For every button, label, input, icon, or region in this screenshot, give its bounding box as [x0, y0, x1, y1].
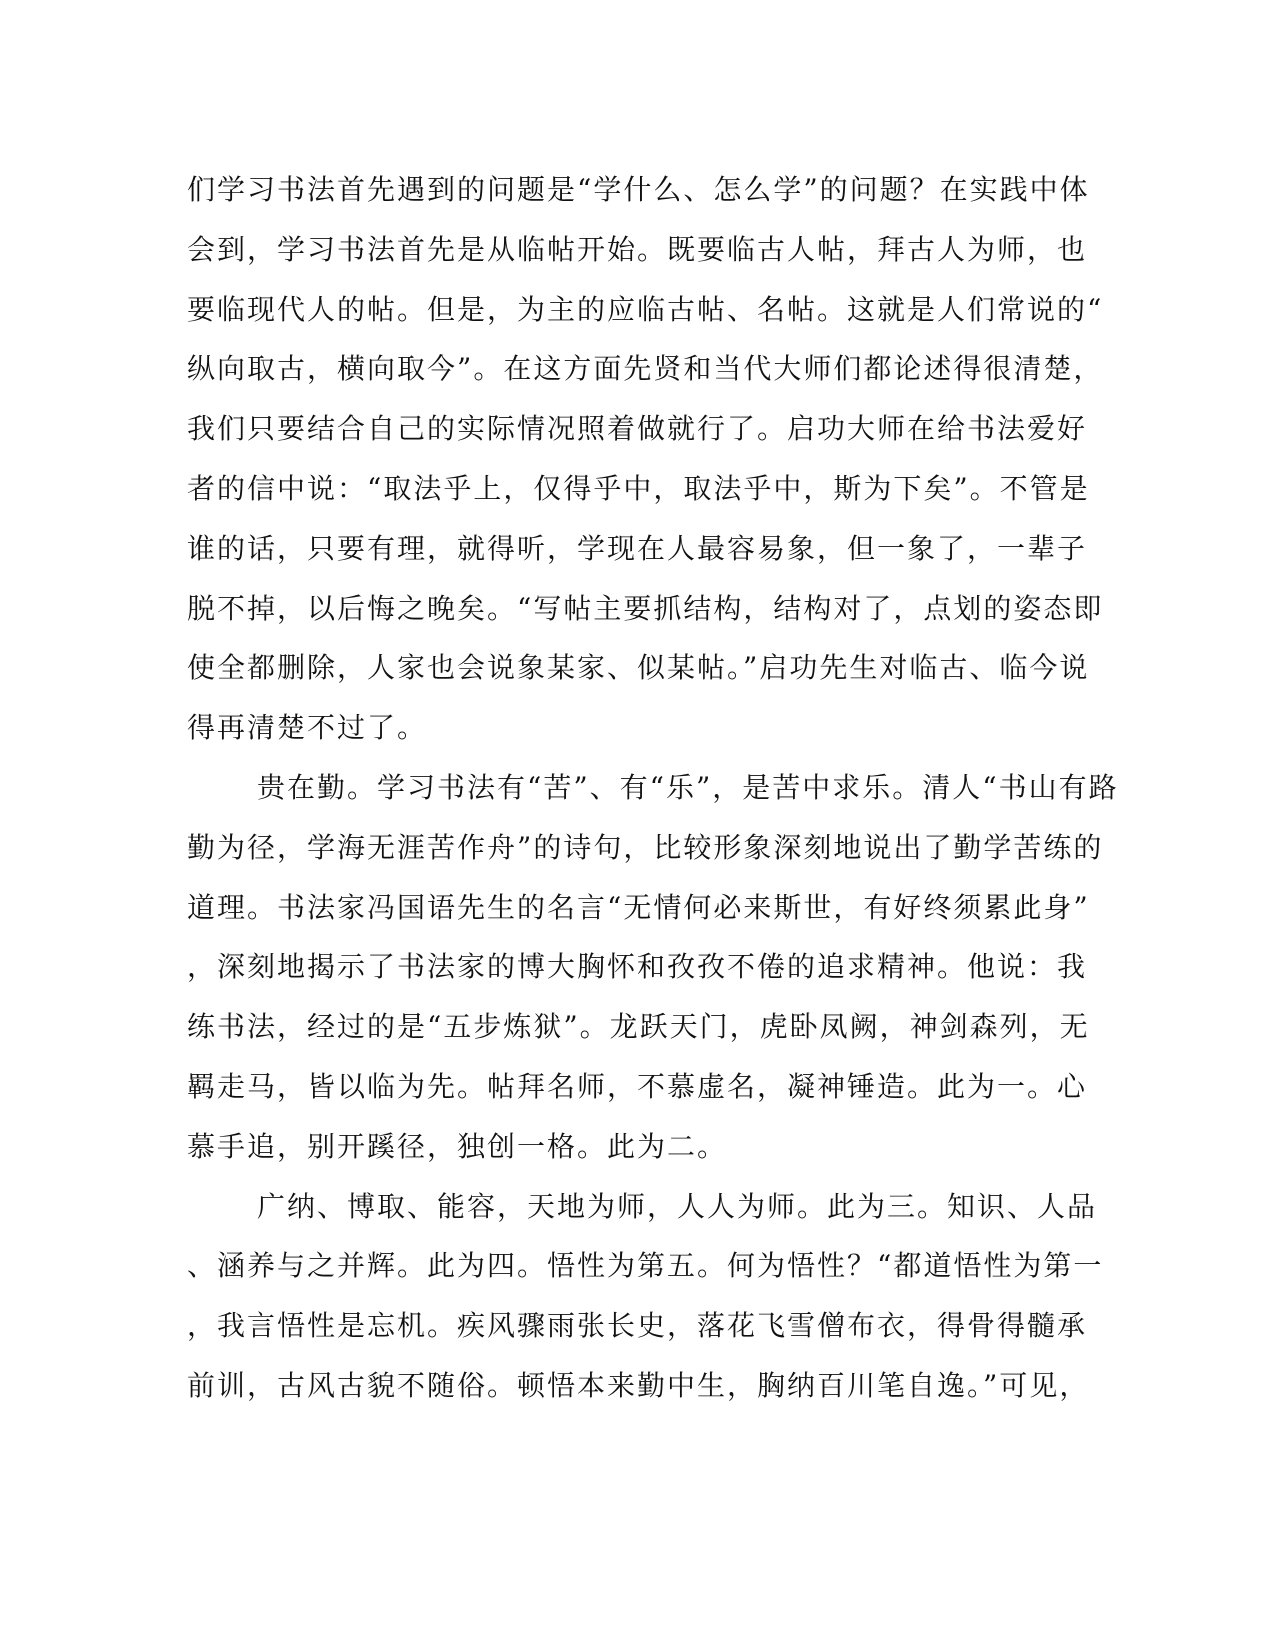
text-line: 脱不掉，以后悔之晚矣。“写帖主要抓结构，结构对了，点划的姿态即 — [187, 591, 1104, 625]
text-line: 练书法，经过的是“五步炼狱”。龙跃天门，虎卧凤阙，神剑森列，无 — [187, 1010, 1090, 1044]
text-line: 、涵养与之并辉。此为四。悟性为第五。何为悟性？“都道悟性为第一 — [187, 1249, 1104, 1283]
text-line: 慕手追，别开蹊径，独创一格。此为二。 — [187, 1129, 728, 1163]
paragraph-start-line: 贵在勤。学习书法有“苦”、有“乐”，是苦中求乐。清人“书山有路 — [257, 770, 1119, 804]
text-line: 要临现代人的帖。但是，为主的应临古帖、名帖。这就是人们常说的“ — [187, 292, 1104, 326]
text-line: 得再清楚不过了。 — [187, 711, 428, 745]
paragraph-start-line: 广纳、博取、能容，天地为师，人人为师。此为三。知识、人品 — [257, 1189, 1098, 1223]
text-line: 谁的话，只要有理，就得听，学现在人最容易象，但一象了，一辈子 — [187, 531, 1088, 565]
text-line: 道理。书法家冯国语先生的名言“无情何必来斯世，有好终须累此身” — [187, 890, 1090, 924]
text-line: 者的信中说：“取法乎上，仅得乎中，取法乎中，斯为下矣”。不管是 — [187, 471, 1090, 505]
text-line: 羁走马，皆以临为先。帖拜名师，不慕虚名，凝神锤造。此为一。心 — [187, 1069, 1088, 1103]
text-line: 会到，学习书法首先是从临帖开始。既要临古人帖，拜古人为师，也 — [187, 232, 1088, 266]
text-line: 使全都删除，人家也会说象某家、似某帖。”启功先生对临古、临今说 — [187, 651, 1090, 685]
text-line: 我们只要结合自己的实际情况照着做就行了。启功大师在给书法爱好 — [187, 412, 1088, 446]
text-line: 勤为径，学海无涯苦作舟”的诗句，比较形象深刻地说出了勤学苦练的 — [187, 830, 1104, 864]
body-text — [187, 160, 1119, 1416]
text-line: 纵向取古，横向取今”。在这方面先贤和当代大师们都论述得很清楚， — [187, 352, 1104, 386]
text-line: ，我言悟性是忘机。疾风骤雨张长史，落花飞雪僧布衣，得骨得髓承 — [187, 1309, 1088, 1343]
text-line: ，深刻地揭示了书法家的博大胸怀和孜孜不倦的追求精神。他说：我 — [187, 950, 1088, 984]
text-line: 们学习书法首先遇到的问题是“学什么、怎么学”的问题？在实践中体 — [187, 173, 1090, 206]
text-line: 前训，古风古貌不随俗。顿悟本来勤中生，胸纳百川笔自逸。”可见， — [187, 1368, 1090, 1402]
